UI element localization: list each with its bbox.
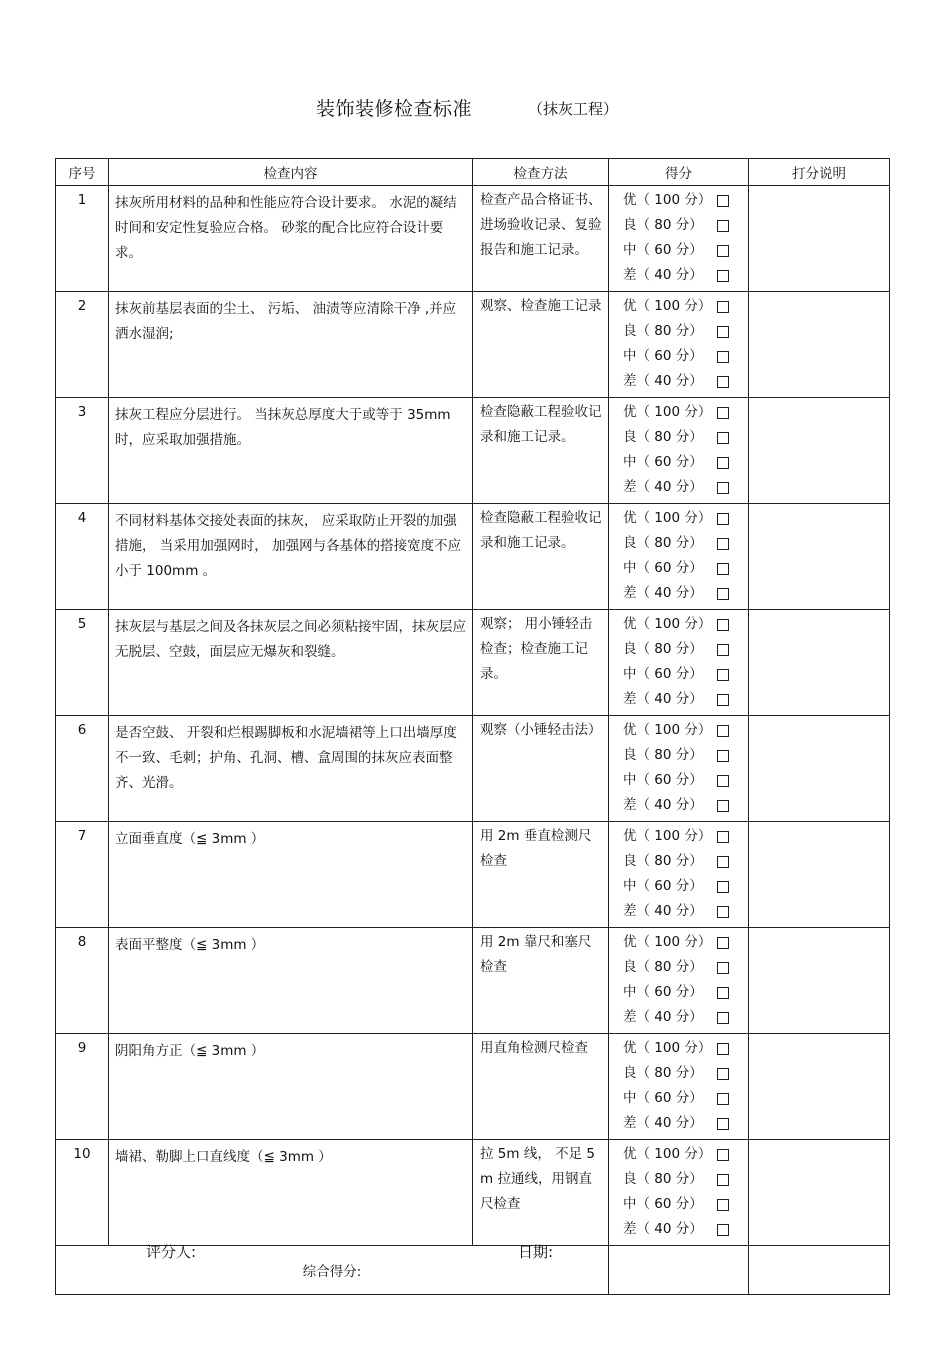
checkbox[interactable] <box>717 351 729 363</box>
score-option-label: 差（ 40 分） <box>623 1221 703 1237</box>
inspection-content: 立面垂直度（≦ 3mm ） <box>109 822 473 928</box>
score-note-cell[interactable] <box>749 292 890 398</box>
score-option[interactable] <box>623 1036 748 1061</box>
inspection-content: 是否空鼓、 开裂和烂根踢脚板和水泥墙裙等上口出墙厚度不一致、毛刺；护角、孔洞、槽、盒周围的抹灰应表面整齐、光滑。 <box>109 716 473 822</box>
score-option-label: 优（ 100 分） <box>623 1146 712 1162</box>
inspection-content: 抹灰工程应分层进行。 当抹灰总厚度大于或等于 35mm 时，应采取加强措施。 <box>109 398 473 504</box>
score-option[interactable] <box>623 556 748 581</box>
score-option-label: 良（ 80 分） <box>623 535 703 551</box>
score-option-label: 差（ 40 分） <box>623 267 703 283</box>
score-option-label: 中（ 60 分） <box>623 242 703 258</box>
score-options <box>609 292 749 398</box>
score-option-label: 中（ 60 分） <box>623 1196 703 1212</box>
inspection-method: 用 2m 垂直检测尺检查 <box>473 822 609 928</box>
score-option-label: 差（ 40 分） <box>623 691 703 707</box>
score-option-label: 差（ 40 分） <box>623 479 703 495</box>
score-option-label: 良（ 80 分） <box>623 323 703 339</box>
score-option[interactable] <box>623 581 748 606</box>
score-option[interactable] <box>623 768 748 793</box>
score-option-label: 中（ 60 分） <box>623 560 703 576</box>
score-option[interactable] <box>623 450 748 475</box>
checkbox[interactable] <box>717 1012 729 1024</box>
score-option[interactable] <box>623 824 748 849</box>
score-option-label: 差（ 40 分） <box>623 1115 703 1131</box>
inspection-method: 观察； 用小锤轻击检查；检查施工记录。 <box>473 610 609 716</box>
score-note-cell[interactable] <box>749 1034 890 1140</box>
score-option[interactable] <box>623 344 748 369</box>
score-option[interactable] <box>623 400 748 425</box>
checkbox[interactable] <box>717 1118 729 1130</box>
score-option-label: 良（ 80 分） <box>623 1171 703 1187</box>
score-options <box>609 398 749 504</box>
score-option[interactable] <box>623 506 748 531</box>
score-note-cell[interactable] <box>749 610 890 716</box>
score-option[interactable] <box>623 930 748 955</box>
checkbox[interactable] <box>717 775 729 787</box>
score-option[interactable] <box>623 980 748 1005</box>
score-options <box>609 186 749 292</box>
document-subtitle: （抹灰工程） <box>528 100 619 118</box>
checkbox[interactable] <box>717 937 729 949</box>
table-row <box>56 1034 890 1140</box>
score-options <box>609 1140 749 1246</box>
checkbox[interactable] <box>717 694 729 706</box>
inspection-content: 阴阳角方正（≦ 3mm ） <box>109 1034 473 1140</box>
score-option[interactable] <box>623 1217 748 1242</box>
total-score-label: 综合得分: <box>56 1246 609 1295</box>
score-option-label: 中（ 60 分） <box>623 772 703 788</box>
score-option[interactable] <box>623 263 748 288</box>
checkbox[interactable] <box>717 376 729 388</box>
table-row <box>56 610 890 716</box>
score-option-label: 差（ 40 分） <box>623 585 703 601</box>
inspection-content: 不同材料基体交接处表面的抹灰， 应采取防止开裂的加强措施， 当采用加强网时， 加强网与各基体的搭接宽度不应小于 100mm 。 <box>109 504 473 610</box>
inspection-table <box>55 158 890 1295</box>
score-option[interactable] <box>623 662 748 687</box>
score-option-label: 良（ 80 分） <box>623 959 703 975</box>
score-option[interactable] <box>623 213 748 238</box>
score-option-label: 差（ 40 分） <box>623 797 703 813</box>
inspection-method: 拉 5m 线， 不足 5m 拉通线，用钢直尺检查 <box>473 1140 609 1246</box>
checkbox[interactable] <box>717 619 729 631</box>
checkbox[interactable] <box>717 800 729 812</box>
checkbox[interactable] <box>717 245 729 257</box>
score-note-cell[interactable] <box>749 504 890 610</box>
checkbox[interactable] <box>717 987 729 999</box>
score-note-cell[interactable] <box>749 186 890 292</box>
score-option[interactable] <box>623 743 748 768</box>
score-option[interactable] <box>623 188 748 213</box>
score-option-label: 中（ 60 分） <box>623 1090 703 1106</box>
checkbox[interactable] <box>717 856 729 868</box>
document-title: 装饰装修检查标准 <box>316 98 473 120</box>
score-option[interactable] <box>623 425 748 450</box>
table-row <box>56 1140 890 1246</box>
score-option-label: 优（ 100 分） <box>623 1040 712 1056</box>
total-note-cell[interactable] <box>749 1246 890 1295</box>
total-score-cell[interactable] <box>609 1246 749 1295</box>
score-option-label: 中（ 60 分） <box>623 348 703 364</box>
score-option[interactable] <box>623 1061 748 1086</box>
date-label: 日期: <box>518 1243 554 1261</box>
score-option-label: 中（ 60 分） <box>623 878 703 894</box>
score-option-label: 良（ 80 分） <box>623 747 703 763</box>
header-method: 检查方法 <box>473 159 609 186</box>
score-option-label: 中（ 60 分） <box>623 666 703 682</box>
inspection-method: 检查隐蔽工程验收记录和施工记录。 <box>473 504 609 610</box>
checkbox[interactable] <box>717 1093 729 1105</box>
inspection-method: 观察（小锤轻击法） <box>473 716 609 822</box>
score-note-cell[interactable] <box>749 398 890 504</box>
score-option[interactable] <box>623 849 748 874</box>
inspection-content: 表面平整度（≦ 3mm ） <box>109 928 473 1034</box>
score-option-label: 中（ 60 分） <box>623 454 703 470</box>
checkbox[interactable] <box>717 538 729 550</box>
score-option-label: 差（ 40 分） <box>623 373 703 389</box>
score-option[interactable] <box>623 475 748 500</box>
row-number: 4 <box>56 504 109 610</box>
checkbox[interactable] <box>717 270 729 282</box>
score-option[interactable] <box>623 1005 748 1030</box>
score-option-label: 优（ 100 分） <box>623 934 712 950</box>
score-option-label: 优（ 100 分） <box>623 192 712 208</box>
row-number: 2 <box>56 292 109 398</box>
checkbox[interactable] <box>717 1224 729 1236</box>
checkbox[interactable] <box>717 513 729 525</box>
row-number: 8 <box>56 928 109 1034</box>
score-note-cell[interactable] <box>749 716 890 822</box>
row-number: 6 <box>56 716 109 822</box>
header-note: 打分说明 <box>749 159 890 186</box>
checkbox[interactable] <box>717 1068 729 1080</box>
inspection-content: 抹灰所用材料的品种和性能应符合设计要求。 水泥的凝结时间和安定性复验应合格。 砂浆的配合比应符合设计要求。 <box>109 186 473 292</box>
header-no: 序号 <box>56 159 109 186</box>
score-option-label: 优（ 100 分） <box>623 404 712 420</box>
header-content: 检查内容 <box>109 159 473 186</box>
score-note-cell[interactable] <box>749 1140 890 1246</box>
checkbox[interactable] <box>717 831 729 843</box>
row-number: 5 <box>56 610 109 716</box>
checkbox[interactable] <box>717 750 729 762</box>
score-option[interactable] <box>623 531 748 556</box>
score-option-label: 优（ 100 分） <box>623 298 712 314</box>
score-option-label: 良（ 80 分） <box>623 853 703 869</box>
row-number: 7 <box>56 822 109 928</box>
score-option-label: 差（ 40 分） <box>623 1009 703 1025</box>
score-option[interactable] <box>623 637 748 662</box>
checkbox[interactable] <box>717 669 729 681</box>
score-option[interactable] <box>623 687 748 712</box>
inspection-method: 用 2m 靠尺和塞尺检查 <box>473 928 609 1034</box>
inspection-method: 用直角检测尺检查 <box>473 1034 609 1140</box>
score-option[interactable] <box>623 238 748 263</box>
row-number: 10 <box>56 1140 109 1246</box>
checkbox[interactable] <box>717 220 729 232</box>
score-options <box>609 928 749 1034</box>
score-option-label: 优（ 100 分） <box>623 722 712 738</box>
score-option[interactable] <box>623 955 748 980</box>
checkbox[interactable] <box>717 588 729 600</box>
checkbox[interactable] <box>717 326 729 338</box>
checkbox[interactable] <box>717 563 729 575</box>
score-option[interactable] <box>623 718 748 743</box>
checkbox[interactable] <box>717 1149 729 1161</box>
checkbox[interactable] <box>717 962 729 974</box>
table-row <box>56 186 890 292</box>
checkbox[interactable] <box>717 644 729 656</box>
checkbox[interactable] <box>717 881 729 893</box>
table-row <box>56 292 890 398</box>
table-body <box>56 186 890 1246</box>
checkbox[interactable] <box>717 432 729 444</box>
inspection-method: 检查产品合格证书、进场验收记录、复验报告和施工记录。 <box>473 186 609 292</box>
inspection-content: 墙裙、勒脚上口直线度（≦ 3mm ） <box>109 1140 473 1246</box>
score-options <box>609 1034 749 1140</box>
score-option[interactable] <box>623 1167 748 1192</box>
document-title-block <box>0 94 950 124</box>
header-score: 得分 <box>609 159 749 186</box>
score-option-label: 良（ 80 分） <box>623 1065 703 1081</box>
inspection-content: 抹灰层与基层之间及各抹灰层之间必须粘接牢固，抹灰层应无脱层、空鼓，面层应无爆灰和裂缝。 <box>109 610 473 716</box>
inspection-content: 抹灰前基层表面的尘土、 污垢、 油渍等应清除干净 ,并应洒水湿润; <box>109 292 473 398</box>
score-option[interactable] <box>623 793 748 818</box>
checkbox[interactable] <box>717 407 729 419</box>
score-option-label: 优（ 100 分） <box>623 510 712 526</box>
row-number: 9 <box>56 1034 109 1140</box>
checkbox[interactable] <box>717 906 729 918</box>
table-row <box>56 928 890 1034</box>
row-number: 1 <box>56 186 109 292</box>
score-option[interactable] <box>623 1142 748 1167</box>
score-option-label: 良（ 80 分） <box>623 641 703 657</box>
checkbox[interactable] <box>717 1199 729 1211</box>
score-options <box>609 716 749 822</box>
score-option[interactable] <box>623 1111 748 1136</box>
score-options <box>609 504 749 610</box>
score-note-cell[interactable] <box>749 928 890 1034</box>
score-option-label: 中（ 60 分） <box>623 984 703 1000</box>
rater-label: 评分人: <box>146 1243 197 1261</box>
score-option[interactable] <box>623 294 748 319</box>
inspection-method: 观察、检查施工记录 <box>473 292 609 398</box>
score-option[interactable] <box>623 612 748 637</box>
score-option[interactable] <box>623 874 748 899</box>
score-option[interactable] <box>623 1192 748 1217</box>
score-note-cell[interactable] <box>749 822 890 928</box>
table-row <box>56 716 890 822</box>
score-options <box>609 822 749 928</box>
checkbox[interactable] <box>717 725 729 737</box>
checkbox[interactable] <box>717 457 729 469</box>
score-option-label: 良（ 80 分） <box>623 217 703 233</box>
checkbox[interactable] <box>717 195 729 207</box>
score-option-label: 优（ 100 分） <box>623 616 712 632</box>
score-option-label: 优（ 100 分） <box>623 828 712 844</box>
row-number: 3 <box>56 398 109 504</box>
score-option[interactable] <box>623 899 748 924</box>
score-option[interactable] <box>623 319 748 344</box>
checkbox[interactable] <box>717 482 729 494</box>
inspection-method: 检查隐蔽工程验收记录和施工记录。 <box>473 398 609 504</box>
score-option-label: 良（ 80 分） <box>623 429 703 445</box>
score-option-label: 差（ 40 分） <box>623 903 703 919</box>
table-row <box>56 504 890 610</box>
table-row <box>56 822 890 928</box>
score-option[interactable] <box>623 369 748 394</box>
checkbox[interactable] <box>717 1174 729 1186</box>
checkbox[interactable] <box>717 1043 729 1055</box>
table-row <box>56 398 890 504</box>
table-header-row <box>56 159 890 186</box>
score-option[interactable] <box>623 1086 748 1111</box>
checkbox[interactable] <box>717 301 729 313</box>
score-options <box>609 610 749 716</box>
